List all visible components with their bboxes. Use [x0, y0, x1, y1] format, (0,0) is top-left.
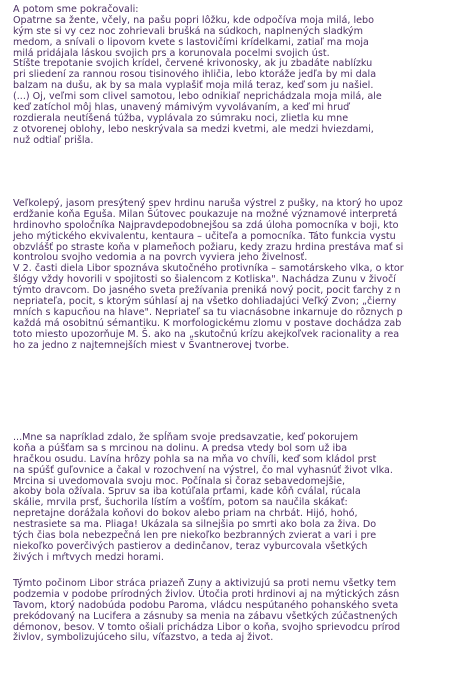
- text-line: Veľkolepý, jasom presýtený spev hrdinu naruša výstrel z pušky, na ktorý ho upoz: [13, 198, 403, 209]
- text-line: nuž odtiaľ prišla.: [13, 134, 94, 146]
- text-line: Stíšte trepotanie svojich krídel, červené krivonosky, ak ju zbadáte nablízku: [13, 58, 373, 70]
- text-line: ho za jedno z najtemnejších miest v Švantnerovej tvorbe.: [13, 339, 290, 351]
- closing-paragraph: [13, 579, 400, 644]
- intro-poem-block: [13, 5, 382, 147]
- text-line: akoby bola ožívala. Spruv sa iba kotúľala prťami, kade kôň cválal, rúcala: [13, 486, 361, 498]
- text-line: nestrasiete sa ma. Pliaga! Ukázala sa silnejšia po smrti ako bola za živa. Do: [13, 519, 377, 531]
- text-line: hrdinovho spoločníka Najpravdepodobnejšou sa zdá úloha pomocníka v boji, kto: [13, 219, 399, 231]
- quoted-excerpt-block: [13, 433, 393, 564]
- text-line: hračkou osudu. Lavína hrôzy pohla sa na mňa vo chvíli, keď som kládol prst: [13, 453, 377, 465]
- text-line: (...) Oj, veľmi som clivel samotou, lebo odnikiaľ neprichádzala moja milá, ale: [13, 91, 382, 103]
- text-line: mních s kapucňou na hlave". Nepriateľ sa tu viacnásobne inkarnuje do rôznych p: [13, 306, 403, 318]
- text-line: prekódovaný na Lucifera a zásnuby sa menia na zábavu všetkých zúčastnených: [13, 610, 398, 622]
- text-line: z otvorenej oblohy, lebo neskrývala sa medzi kvetmi, ale medzi hviezdami,: [13, 123, 374, 135]
- text-line: Týmto počinom Libor stráca priazeň Zuny a aktivizujú sa proti nemu všetky tem: [13, 578, 397, 589]
- text-line: démonov, besov. V tomto ošiali prichádza Libor o koňa, svojho sprievodcu prírod: [13, 621, 401, 633]
- text-line: erdžanie koňa Eguša. Milan Šútovec poukazuje na možné významové interpretá: [13, 208, 398, 220]
- text-line: kontrolou svojho vedomia a na povrch vyviera jeho živelnosť.: [13, 252, 308, 264]
- text-line: Mrcina si uvedomovala svoju moc. Počínala si čoraz sebavedomejšie,: [13, 475, 346, 487]
- text-line: niekoľko poverčivých pastierov a dedinčanov, teraz vyburcovala všetkých: [13, 540, 368, 552]
- text-line: V 2. časti diela Libor spoznáva skutočného protivníka – samotárskeho vlka, o ktor: [13, 263, 404, 275]
- text-line: živých i mŕtvych medzi horami.: [13, 551, 164, 563]
- text-line: balzam na dušu, ak by sa mala vyplašiť moja milá teraz, keď som ju našiel.: [13, 80, 374, 92]
- text-line: nepriateľa, pocit, s ktorým súhlasí aj na všetko dohliadajúci Veľký Zvon; „čierny: [13, 296, 397, 308]
- text-line: jeho mýtického ekvivalentu, kentaura – učiteľa a pomocníka. Táto funkcia vystu: [13, 230, 396, 242]
- text-line: ...Mne sa napríklad zdalo, že spĺňam svoje predsavzatie, keď pokorujem: [13, 432, 359, 443]
- text-line: na spúšť guľovnice a čakal v rozochvení na výstrel, čo mal vyhasnúť život vlka.: [13, 464, 393, 476]
- text-line: obzvlášť po straste koňa v plameňoch požiaru, kedy zrazu hrdina prestáva mať si: [13, 241, 404, 253]
- text-line: A potom sme pokračovali:: [13, 4, 139, 15]
- text-line: pri sliedení za rannou rosou tisinového ihličia, lebo ktoráže jedľa by mi dala: [13, 69, 377, 81]
- analysis-paragraph: [13, 199, 404, 351]
- text-line: keď zatíchol môj hlas, unavený mámivým vyvolávaním, a keď mi hruď: [13, 102, 350, 114]
- text-line: Tavom, ktorý nadobúda podobu Paroma, vládcu nespútaného pohanského sveta: [13, 599, 399, 611]
- text-line: toto miesto upozorňuje M. Š. ako na „skutočnú krízu akejkoľvek racionality a rea: [13, 328, 400, 340]
- text-line: každá má osobitnú sémantiku. K morfologickému zlomu v postave dochádza zab: [13, 317, 402, 329]
- text-line: rozdierala neutíšená túžba, vyplávala zo súmraku noci, zlietla ku mne: [13, 112, 349, 124]
- text-line: koňa a púšťam sa s mrcinou na dolinu. A predsa vtedy bol som už iba: [13, 442, 348, 454]
- text-line: milá pridájala láskou svojich prs a korunovala pocelmi svojich úst.: [13, 47, 330, 59]
- text-line: nepretajne dorážala koňovi do bokov alebo priam na chrbát. Hijó, hohó,: [13, 508, 358, 520]
- text-line: medom, a snívali o lipovom kvete s lastovičími krídelkami, zatiaľ ma moja: [13, 36, 369, 48]
- text-line: šlógy vždy hovorili v spojitosti so šialencom z Kotliska". Nachádza Zunu v živočí: [13, 274, 396, 286]
- text-line: Opatrne sa žente, včely, na pašu popri lôžku, kde odpočíva moja milá, lebo: [13, 14, 374, 26]
- text-line: podzemia v podobe prírodných živlov. Útočia proti hrdinovi aj na mýtických zásn: [13, 588, 400, 600]
- text-line: tých čias bola nebezpečná len pre niekoľko bezbranných zvierat a vari i pre: [13, 530, 377, 542]
- text-line: živlov, symbolizujúceho silu, víťazstvo, a teda aj život.: [13, 632, 274, 644]
- text-line: kým ste si vy cez noc zohrievali brušká na súdkoch, naplnených sladkým: [13, 25, 363, 37]
- text-line: týmto dravcom. Do jasného sveta prežívania preniká nový pocit, pocit ťarchy z n: [13, 285, 401, 297]
- text-line: skálie, mrvila prsť, šuchorila lístím a vošťím, potom sa naučila skákať:: [13, 497, 348, 509]
